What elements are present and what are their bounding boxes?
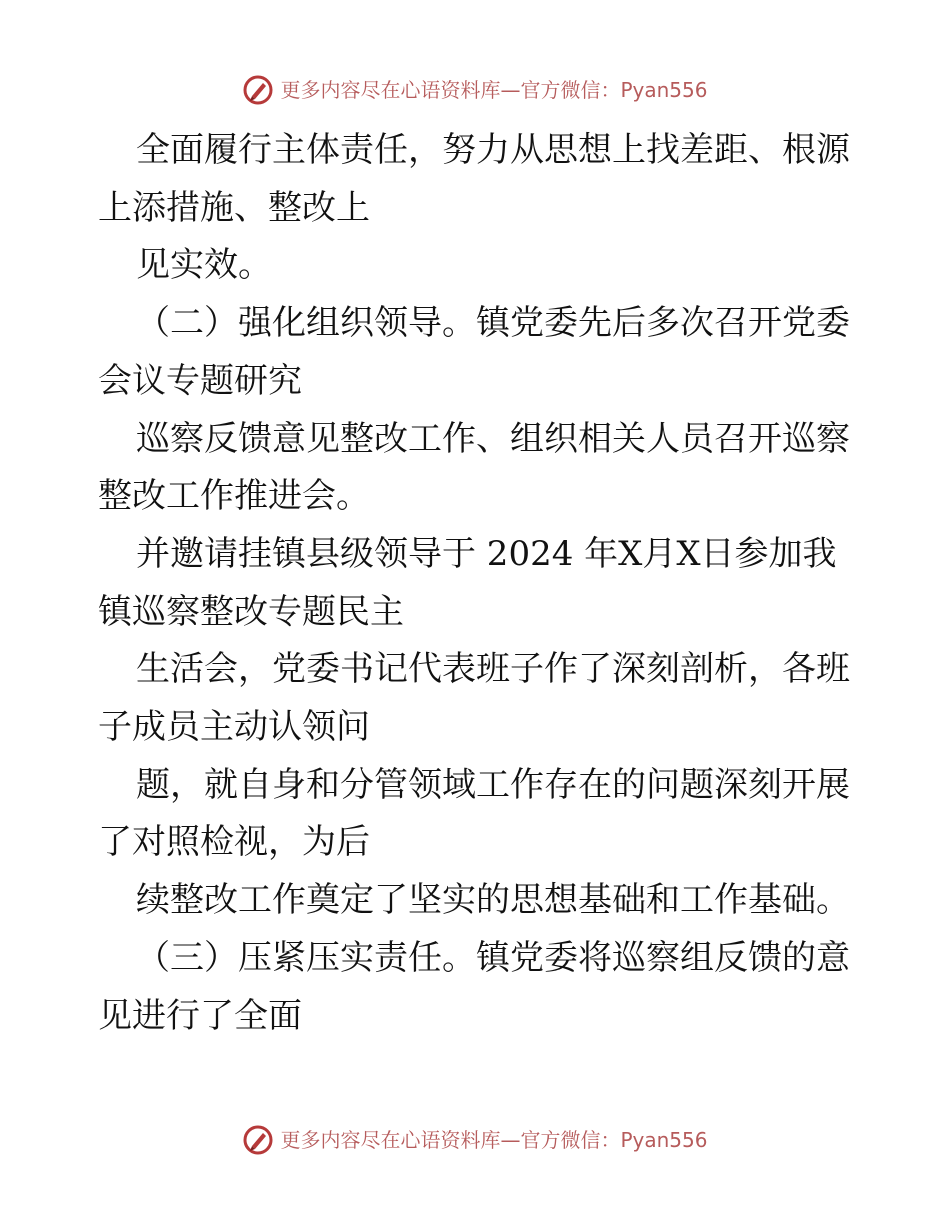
text-line: 上添措施、整改上 [98, 187, 370, 228]
text-line: 子成员主动认领问 [98, 707, 370, 748]
footer-banner [0, 1124, 950, 1156]
text-line: 续整改工作奠定了坚实的思想基础和工作基础。 [136, 880, 850, 921]
text-line: 全面履行主体责任，努力从思想上找差距、根源 [136, 130, 850, 170]
text-line: 见进行了全面 [98, 995, 302, 1036]
text-line: 生活会，党委书记代表班子作了深刻剖析，各班 [136, 649, 850, 690]
pen-in-circle-icon [242, 74, 274, 106]
text-line: 见实效。 [136, 245, 272, 286]
header-banner [0, 74, 950, 106]
text-line: 镇巡察整改专题民主 [98, 591, 404, 632]
text-line: 了对照检视，为后 [98, 822, 370, 863]
text-line: 题，就自身和分管领域工作存在的问题深刻开展 [136, 764, 850, 805]
footer-text: 更多内容尽在心语资料库—官方微信：Pyan556 [280, 1128, 708, 1152]
pen-in-circle-icon [242, 1124, 274, 1156]
text-line: 整改工作推进会。 [98, 476, 370, 517]
text-line: 巡察反馈意见整改工作、组织相关人员召开巡察 [136, 418, 850, 459]
text-line: 并邀请挂镇县级领导于 2024 年X月X日参加我 [136, 533, 837, 574]
text-line: （三）压紧压实责任。镇党委将巡察组反馈的意 [136, 937, 850, 978]
document-body [98, 122, 858, 1045]
text-line: （二）强化组织领导。镇党委先后多次召开党委 [136, 303, 850, 344]
header-text: 更多内容尽在心语资料库—官方微信：Pyan556 [280, 78, 708, 102]
text-line: 会议专题研究 [98, 360, 302, 401]
